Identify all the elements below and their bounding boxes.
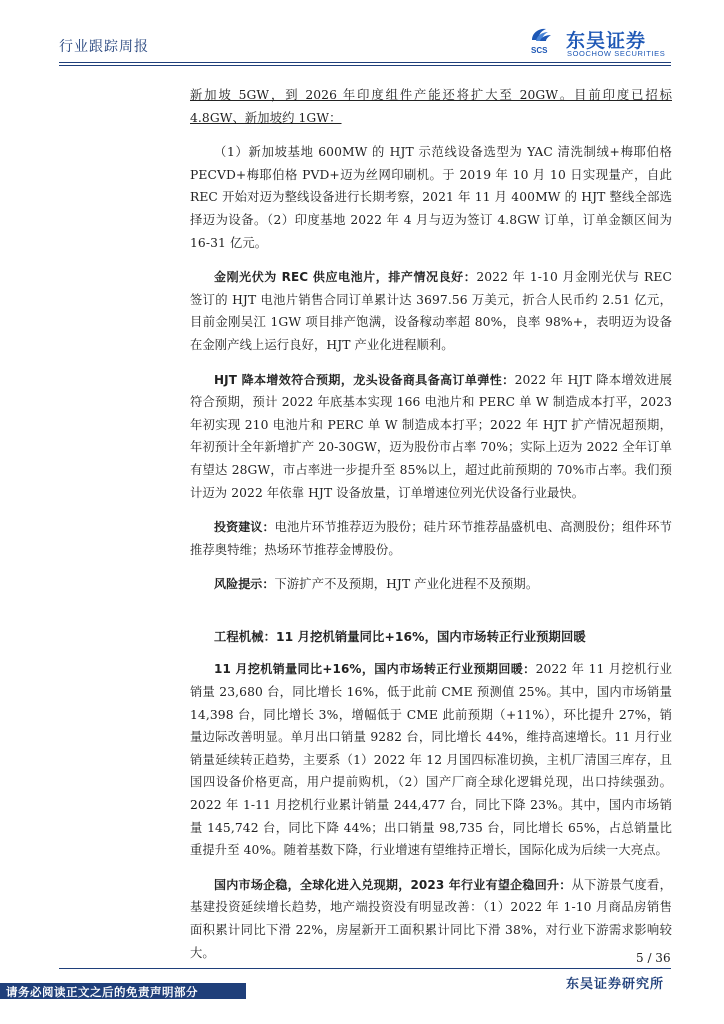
disclaimer-text: 请务必阅读正文之后的免责声明部分	[6, 985, 198, 999]
paragraph-text: 2022 年 11 月挖机行业销量 23,680 台，同比增长 16%，低于此前 CME 预测值 25%。其中，国内市场销量 14,398 台，同比增长 3%，增幅低于 CME 此前预期（+11%），环比提升 27%，销量边际改善明显。单月出口销量 9282 台，同比增长 44%，维持高速增长。11 月行业销量延续转正趋势，主要系（1）2022 年 12 月国四标准切换，主机厂清国三库存，且国四设备价格更高，用户提前购机，（2）国产厂商全球化逻辑兑现，出口持续强劲。2022 年 1-11 月挖机行业累计销量 244,477 台，同比下降 23%。其中，国内市场销量 145,742 台，同比下降 44%；出口销量 98,735 台，同比增长 65%，占总销量比重提升至 40%。随着基数下降，行业增速有望维持正增长，国际化成为后续一大亮点。	[190, 662, 672, 858]
paragraph-text: 下游扩产不及预期，HJT 产业化进程不及预期。	[274, 577, 539, 592]
page-number: 5 / 36	[636, 951, 671, 965]
company-logo	[528, 24, 678, 60]
header-divider-secondary	[59, 65, 671, 66]
section-heading-construction-machinery: 工程机械：11 月挖机销量同比+16%，国内市场转正行业预期回暖	[214, 629, 586, 644]
paragraph-text: 电池片环节推荐迈为股份；硅片环节推荐晶盛机电、高测股份；组件环节推荐奥特维；热场环节推荐金博股份。	[190, 520, 672, 557]
report-body	[190, 84, 672, 976]
paragraph-lead: 金刚光伏为 REC 供应电池片，排产情况良好：	[214, 270, 477, 285]
paragraph-jingang	[190, 266, 672, 356]
logo-english-name: SOOCHOW SECURITIES	[567, 49, 666, 58]
logo-mark-text: SCS	[531, 46, 548, 55]
report-type-title: 行业跟踪周报	[59, 39, 149, 55]
header-divider	[59, 62, 671, 63]
footer-organization: 东吴证券研究所	[566, 977, 665, 992]
paragraph-text: （1）新加坡基地 600MW 的 HJT 示范线设备选型为 YAC 清洗制绒+梅耶伯格 PECVD+梅耶伯格 PVD+迈为丝网印刷机。于 2019 年 10 月 10 日实现量产，自此 REC 开始对迈为整线设备进行长期考察，2021 年 11 月 400MW 的 HJT 整线全部选择迈为设备。（2）印度基地 2022 年 4 月与迈为签订 4.8GW 订单，订单金额区间为 16-31 亿元。	[190, 145, 672, 250]
paragraph-excavator-sales	[190, 658, 672, 861]
paragraph-hjt-cost	[190, 369, 672, 505]
logo-chinese-name: 东吴证券	[566, 30, 647, 52]
paragraph-lead: HJT 降本增效符合预期，龙头设备商具备高订单弹性：	[214, 372, 515, 387]
soochow-logo-icon	[528, 26, 562, 58]
paragraph-text: 2022 年 1-10 月金刚光伏与 REC 签订的 HJT 电池片销售合同订单累计达 3697.56 万美元，折合人民币约 2.51 亿元，目前金刚吴江 1GW 项目排产饱满，设备稼动率超 80%，良率 98%+，表明迈为设备在金刚产线上运行良好，HJT 产业化进程顺利。	[190, 270, 672, 352]
paragraph-rec-bases	[190, 141, 672, 254]
paragraph-investment-advice	[190, 516, 672, 561]
paragraph-risk	[190, 573, 672, 596]
paragraph-lead: 风险提示：	[214, 577, 275, 592]
footer-divider	[59, 968, 671, 969]
paragraph-rec-capacity	[190, 84, 672, 129]
paragraph-text: 新加坡 5GW，到 2026 年印度组件产能还将扩大至 20GW。目前印度已招标 4.8GW、新加坡约 1GW：	[190, 88, 672, 125]
paragraph-lead: 投资建议：	[214, 520, 275, 535]
paragraph-text: 从下游景气度看，基建投资延续增长趋势，地产端投资没有明显改善：（1）2022 年 1-10 月商品房销售面积累计同比下滑 22%，房屋新开工面积累计同比下滑 38%，对行业下游需求影响较大。	[190, 877, 672, 960]
paragraph-domestic-market	[190, 874, 672, 964]
paragraph-lead: 11 月挖机销量同比+16%，国内市场转正行业预期回暖：	[214, 662, 536, 677]
paragraph-text: 2022 年 HJT 降本增效进展符合预期，预计 2022 年底基本实现 166 电池片和 PERC 单 W 制造成本打平，2023 年初实现 210 电池片和 PERC 单 W 制造成本打平；2022 年 HJT 扩产情况超预期，年初预计全年新增扩产 20-30GW，迈为股份市占率 70%；实际上迈为 2022 全年订单有望达 28GW，市占率进一步提升至 85%以上，超过此前预期的 70%市占率。我们预计迈为 2022 年依靠 HJT 设备放量，订单增速位列光伏设备行业最快。	[190, 372, 672, 500]
paragraph-lead: 国内市场企稳，全球化进入兑现期，2023 年行业有望企稳回升：	[214, 877, 572, 892]
